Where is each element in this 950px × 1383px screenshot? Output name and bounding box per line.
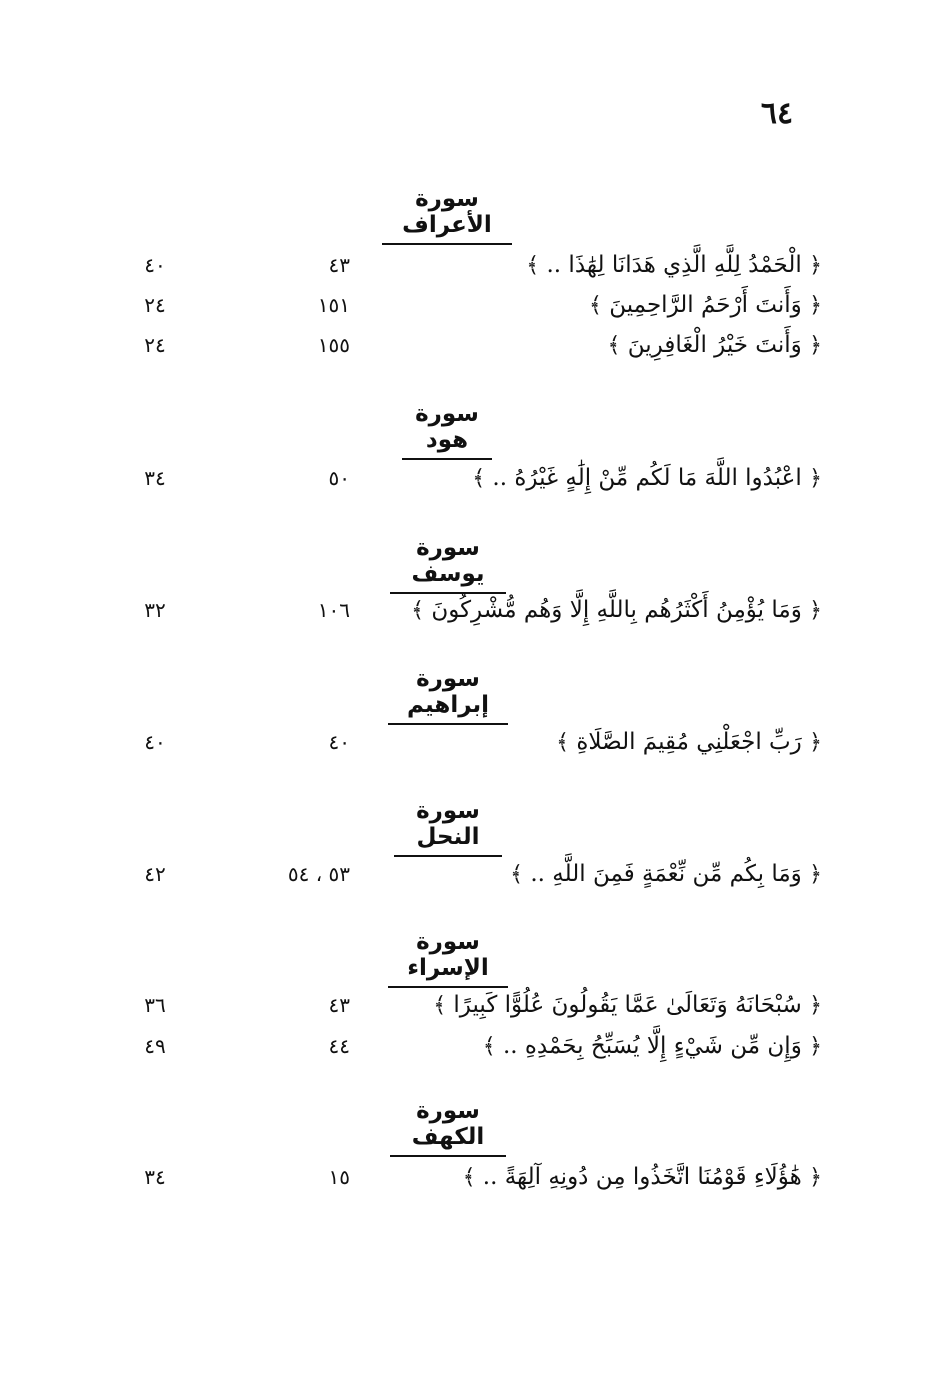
- verse-quote: سُبْحَانَهُ وَتَعَالَىٰ عَمَّا يَقُولُونَ عُلُوًّا كَبِيرًا: [453, 992, 802, 1018]
- verse-text: [510, 854, 822, 895]
- verse-text: [589, 285, 822, 326]
- ornate-bracket-open-icon: ﴿: [809, 293, 822, 318]
- ornate-bracket-open-icon: ﴿: [809, 333, 822, 358]
- verse-text: [483, 1026, 822, 1067]
- index-row: [0, 722, 950, 762]
- index-row: [0, 245, 950, 285]
- verse-quote: وَأَنتَ خَيْرُ الْغَافِرِينَ: [627, 332, 802, 358]
- ornate-bracket-close-icon: ﴾: [589, 293, 602, 318]
- index-row: [0, 1026, 950, 1066]
- page-reference: ٤٠: [144, 253, 166, 277]
- verse-quote: وَأَنتَ أَرْحَمُ الرَّاحِمِينَ: [609, 292, 802, 318]
- index-row: [0, 285, 950, 325]
- surah-title: سورة يوسف: [390, 535, 506, 594]
- verse-number: ٤٤: [328, 1034, 350, 1058]
- surah-title: سورة إبراهيم: [388, 666, 508, 725]
- ornate-bracket-open-icon: ﴿: [809, 1034, 822, 1059]
- verse-number: ١٥١: [317, 293, 350, 317]
- ornate-bracket-open-icon: ﴿: [809, 862, 822, 887]
- verse-quote: وَمَا بِكُم مِّن نِّعْمَةٍ فَمِنَ اللَّهِ ..: [530, 861, 802, 887]
- page-reference: ٢٤: [144, 333, 166, 357]
- surah-title: سورة هود: [402, 401, 492, 460]
- ornate-bracket-close-icon: ﴾: [556, 730, 570, 755]
- index-row: [0, 1157, 950, 1197]
- ornate-bracket-open-icon: ﴿: [809, 253, 822, 278]
- ornate-bracket-close-icon: ﴾: [433, 993, 447, 1018]
- ornate-bracket-close-icon: ﴾: [510, 862, 524, 887]
- page-number: ٦٤: [760, 96, 794, 131]
- verse-quote: وَإِن مِّن شَيْءٍ إِلَّا يُسَبِّحُ بِحَمْدِهِ ..: [502, 1033, 802, 1059]
- page-reference: ٣٤: [144, 1165, 166, 1189]
- verse-number: ٥٠: [328, 466, 350, 490]
- verse-quote: وَمَا يُؤْمِنُ أَكْثَرُهُم بِاللَّهِ إِلَّا وَهُم مُّشْرِكُونَ: [431, 597, 802, 623]
- verse-text: [556, 722, 822, 763]
- verse-number: ١٠٦: [317, 598, 350, 622]
- verse-number: ١٥: [328, 1165, 350, 1189]
- verse-quote: رَبِّ اجْعَلْنِي مُقِيمَ الصَّلَاةِ: [576, 729, 802, 755]
- verse-text: [433, 985, 822, 1026]
- page-reference: ٣٢: [144, 598, 166, 622]
- ornate-bracket-open-icon: ﴿: [809, 1165, 822, 1190]
- page-reference: ٢٤: [144, 293, 166, 317]
- ornate-bracket-close-icon: ﴾: [607, 333, 621, 358]
- verse-number: ١٥٥: [317, 333, 350, 357]
- index-row: [0, 985, 950, 1025]
- verse-quote: هَٰؤُلَاءِ قَوْمُنَا اتَّخَذُوا مِن دُونِهِ آلِهَةً ..: [482, 1164, 802, 1190]
- surah-title: سورة النحل: [394, 798, 502, 857]
- page-reference: ٣٦: [144, 993, 166, 1017]
- verse-text: [411, 590, 822, 631]
- ornate-bracket-close-icon: ﴾: [526, 253, 540, 278]
- verse-quote: الْحَمْدُ لِلَّهِ الَّذِي هَدَانَا لِهَٰذَا ..: [546, 252, 802, 278]
- ornate-bracket-open-icon: ﴿: [809, 598, 822, 623]
- surah-title: سورة الكهف: [390, 1098, 506, 1157]
- page-reference: ٤٩: [144, 1034, 166, 1058]
- index-row: [0, 458, 950, 498]
- page-reference: ٣٤: [144, 466, 166, 490]
- ornate-bracket-close-icon: ﴾: [482, 1034, 496, 1059]
- verse-text: [472, 458, 822, 499]
- verse-number: ٤٠: [328, 730, 350, 754]
- ornate-bracket-open-icon: ﴿: [809, 993, 822, 1018]
- ornate-bracket-close-icon: ﴾: [472, 466, 486, 491]
- ornate-bracket-open-icon: ﴿: [809, 466, 822, 491]
- index-row: [0, 854, 950, 894]
- verse-number: ٤٣: [328, 253, 350, 277]
- verse-text: [463, 1157, 822, 1198]
- ornate-bracket-open-icon: ﴿: [809, 730, 822, 755]
- surah-title: سورة الإسراء: [388, 929, 508, 988]
- ornate-bracket-close-icon: ﴾: [411, 598, 424, 623]
- page-reference: ٤٢: [144, 862, 166, 886]
- page-reference: ٤٠: [144, 730, 166, 754]
- verse-number: ٤٣: [328, 993, 350, 1017]
- surah-title: سورة الأعراف: [382, 186, 512, 245]
- ornate-bracket-close-icon: ﴾: [462, 1165, 476, 1190]
- verse-text: [526, 245, 822, 286]
- verse-quote: اعْبُدُوا اللَّهَ مَا لَكُم مِّنْ إِلَٰهٍ غَيْرُهُ ..: [492, 465, 802, 491]
- verse-text: [608, 325, 822, 366]
- index-row: [0, 590, 950, 630]
- index-row: [0, 325, 950, 365]
- verse-number: ٥٣ ، ٥٤: [287, 862, 350, 886]
